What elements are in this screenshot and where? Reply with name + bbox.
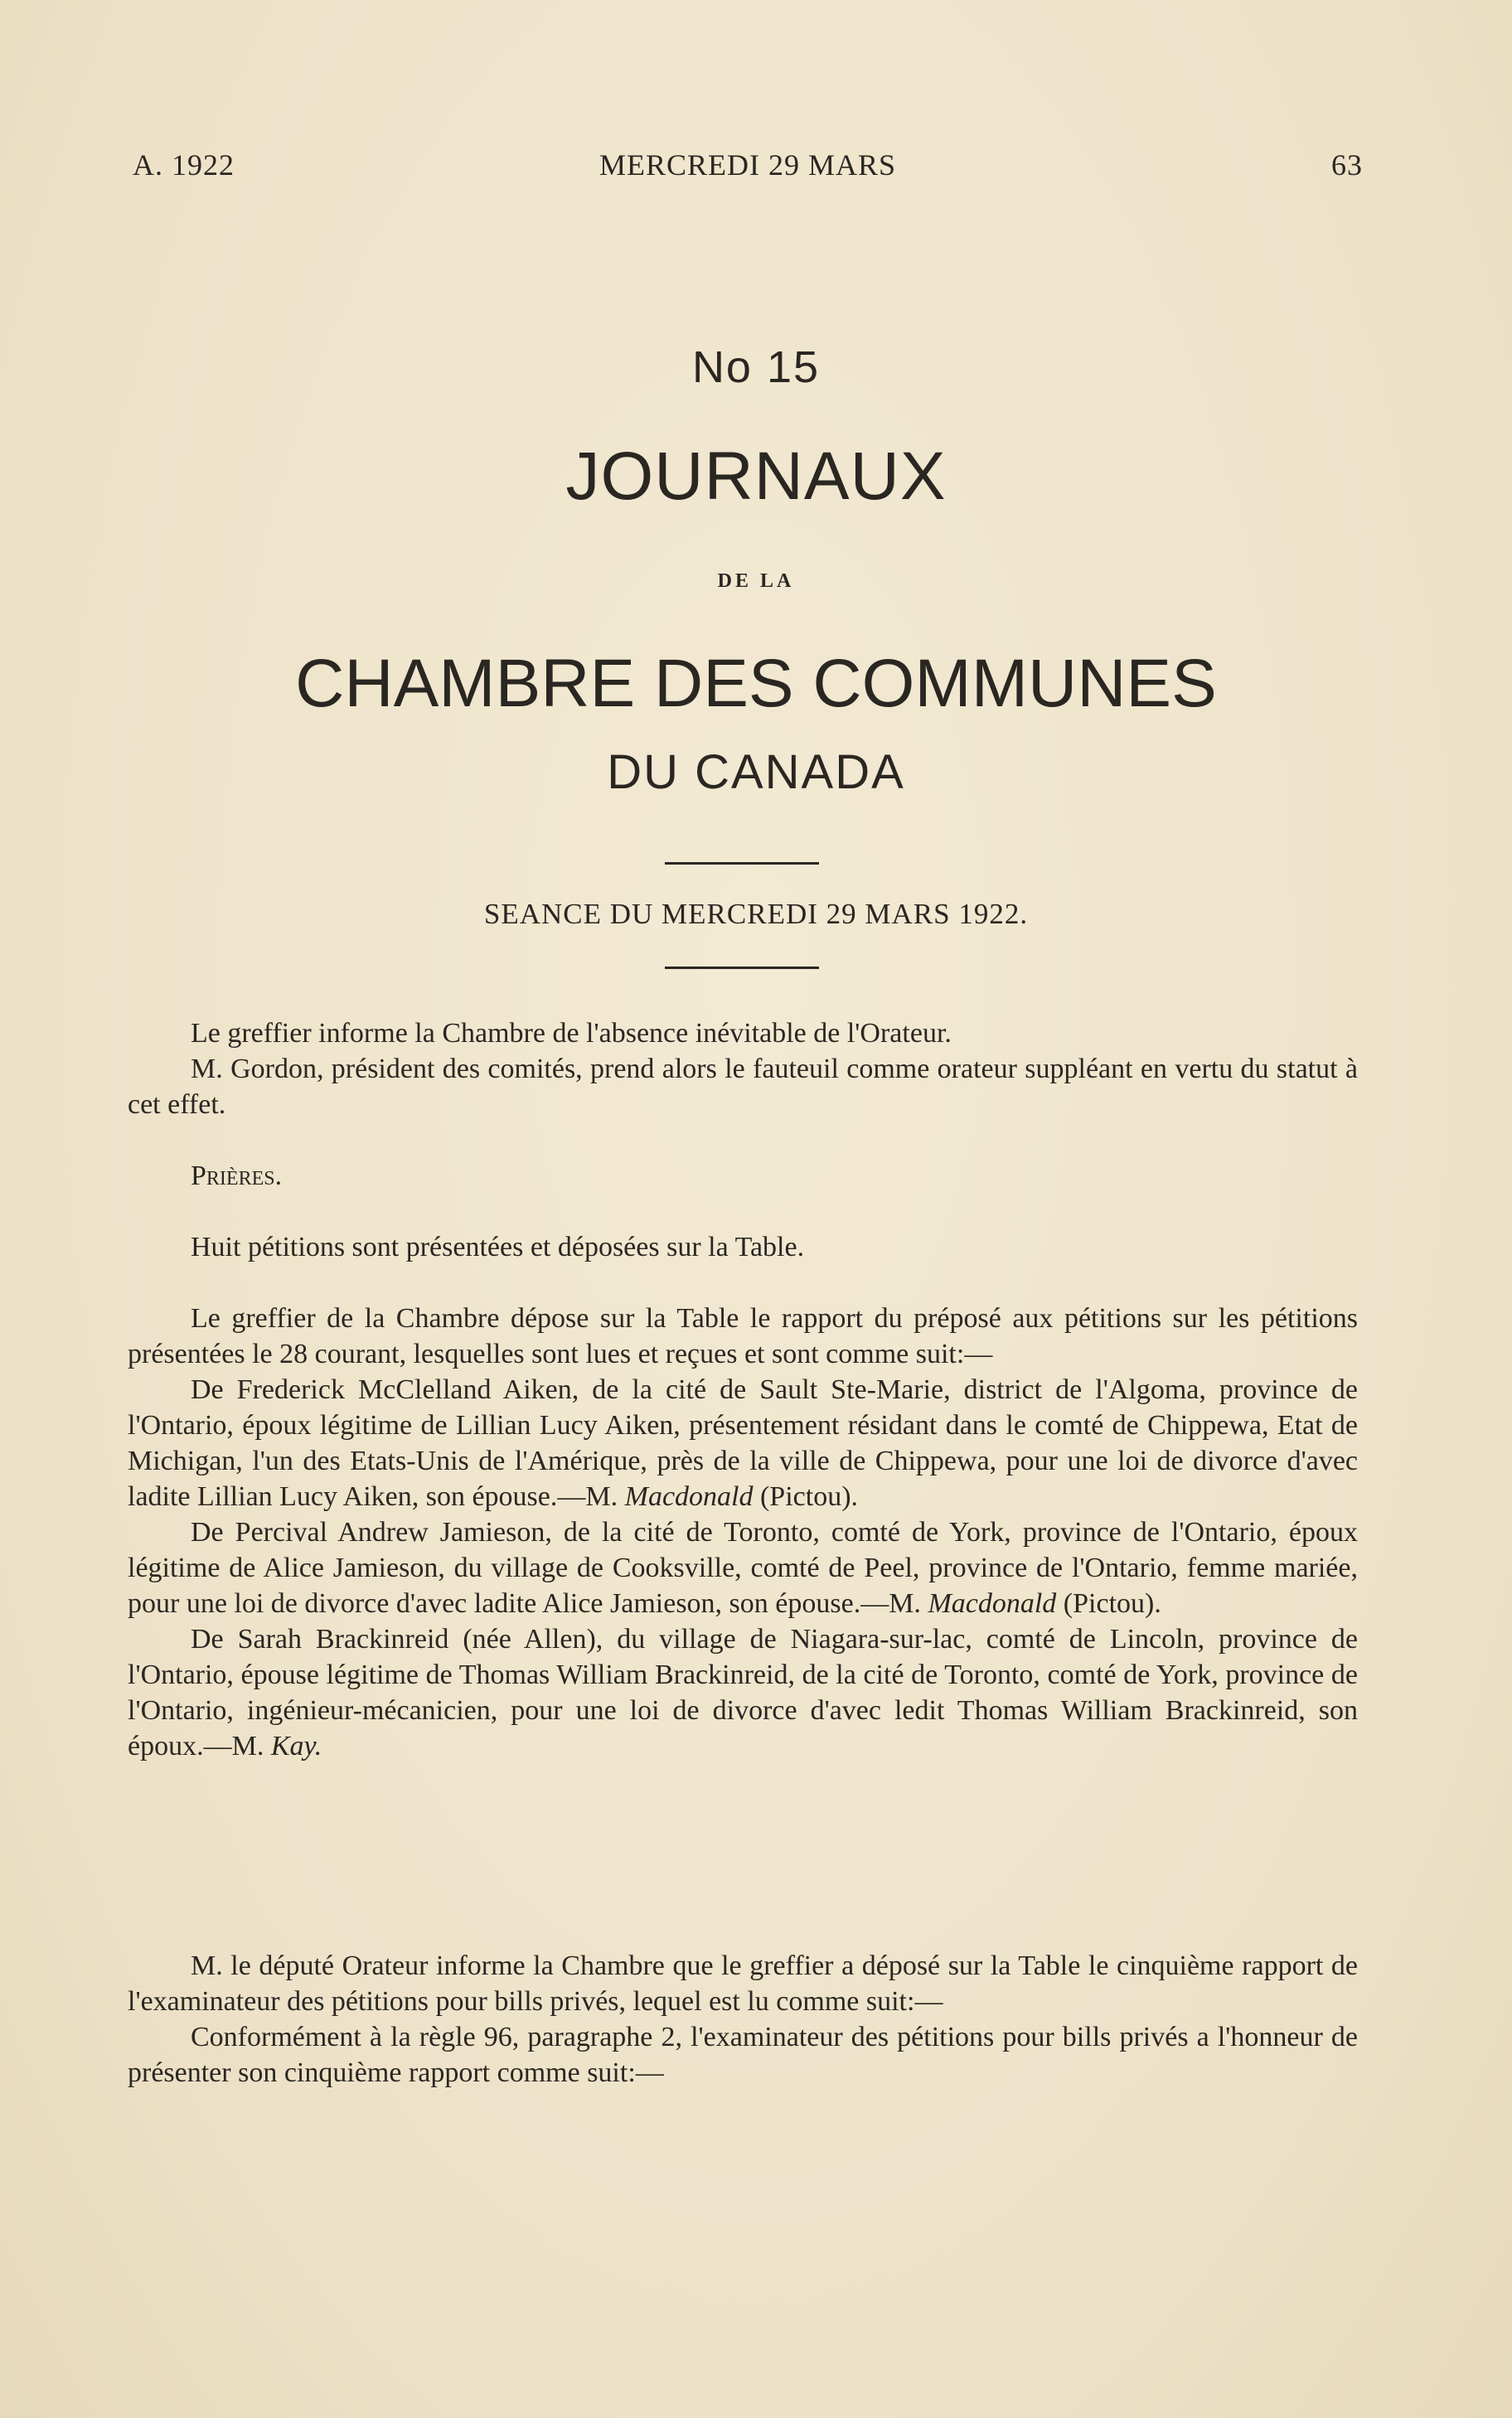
petition-brackinreid-member: Kay.	[270, 1731, 322, 1761]
paragraph-rule-96: Conformément à la règle 96, paragraphe 2, l'examinateur des pétitions pour bills privés a l'honneur de présenter son cinquième rapport comme suit:—	[128, 2022, 1358, 2088]
petition-brackinreid-text: De Sarah Brackinreid (née Allen), du village de Niagara-sur-lac, comté de Lincoln, province de l'Ontario, épouse légitime de Thomas William Brackinreid, de la cité de Toronto, comté de York, province de l'Ontario, ingénieur-mécanicien, pour une loi de divorce d'avec ledit Thomas William Brackinreid, son époux.—M.	[128, 1624, 1358, 1761]
paragraph-petitions-presented: Huit pétitions sont présentées et déposées sur la Table.	[191, 1232, 805, 1262]
journal-title: JOURNAUX	[565, 439, 947, 514]
running-head-year: A. 1922	[133, 148, 235, 182]
examiner-report-section	[128, 1948, 1358, 2091]
petition-aiken-member: Macdonald	[624, 1481, 754, 1512]
petition-jamieson	[128, 1514, 1358, 1621]
paragraph-petitions-report: Le greffier de la Chambre dépose sur la Table le rapport du préposé aux pétitions sur les pétitions présentées le 28 courant, lesquelles sont lues et reçues et sont comme suit:—	[128, 1303, 1358, 1369]
de-la-connector: DE LA	[717, 570, 795, 592]
paragraph-examiner-report: M. le député Orateur informe la Chambre que le greffier a déposé sur la Table le cinquième rapport de l'examinateur des pétitions pour bills privés, lequel est lu comme suit:—	[128, 1950, 1358, 2017]
petition-aiken-text: De Frederick McClelland Aiken, de la cité de Sault Ste-Marie, district de l'Algoma, province de l'Ontario, époux légitime de Lillian Lucy Aiken, présentement résidant dans le comté de Chippewa, Etat de Michigan, l'un des Etats-Unis de l'Amérique, près de la ville de Chippewa, pour une loi de divorce d'avec ladite Lillian Lucy Aiken, son épouse.—M.	[128, 1374, 1358, 1512]
paragraph-deputy-chair: M. Gordon, président des comités, prend alors le fauteuil comme orateur suppléant en vertu du statut à cet effet.	[128, 1054, 1358, 1120]
prayers-heading: Prières.	[191, 1161, 283, 1191]
running-head-date: MERCREDI 29 MARS	[598, 148, 897, 182]
petition-jamieson-member: Macdonald	[928, 1588, 1057, 1619]
divider-bottom	[665, 967, 819, 969]
petition-aiken-riding: (Pictou).	[753, 1481, 859, 1512]
issue-number: No 15	[691, 342, 821, 392]
divider-top	[665, 862, 819, 865]
petition-brackinreid	[128, 1621, 1358, 1764]
petition-jamieson-riding: (Pictou).	[1056, 1588, 1161, 1619]
chamber-title: CHAMBRE DES COMMUNES	[295, 646, 1217, 721]
petition-aiken	[128, 1372, 1358, 1514]
page-number: 63	[1331, 148, 1363, 182]
sitting-heading: SEANCE DU MERCREDI 29 MARS 1922.	[483, 898, 1029, 930]
running-head	[133, 148, 1363, 189]
country-title: DU CANADA	[607, 745, 905, 799]
proceedings-body	[128, 1015, 1358, 1764]
paragraph-speaker-absence: Le greffier informe la Chambre de l'absence inévitable de l'Orateur.	[191, 1018, 952, 1049]
petition-jamieson-text: De Percival Andrew Jamieson, de la cité de Toronto, comté de York, province de l'Ontario, époux légitime de Alice Jamieson, du village de Cooksville, comté de Peel, province de l'Ontario, femme mariée, pour une loi de divorce d'avec ladite Alice Jamieson, son épouse.—M.	[128, 1517, 1358, 1619]
